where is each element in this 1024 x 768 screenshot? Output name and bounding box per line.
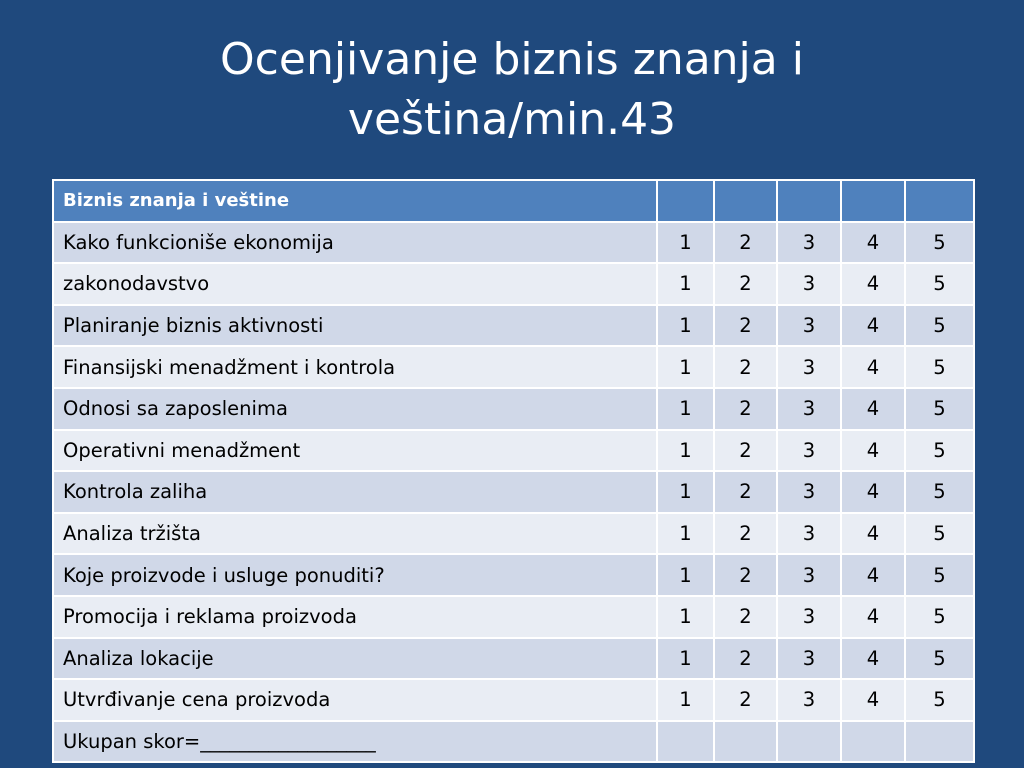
score-cell: 2 bbox=[714, 346, 777, 388]
score-cell: 4 bbox=[841, 388, 905, 430]
score-cell: 3 bbox=[777, 388, 841, 430]
empty-cell bbox=[714, 721, 777, 763]
score-cell: 1 bbox=[657, 554, 714, 596]
header-cell-empty bbox=[657, 180, 714, 222]
score-cell: 1 bbox=[657, 430, 714, 472]
score-cell: 2 bbox=[714, 305, 777, 347]
score-cell: 4 bbox=[841, 263, 905, 305]
score-cell: 5 bbox=[905, 346, 974, 388]
score-cell: 5 bbox=[905, 638, 974, 680]
score-cell: 4 bbox=[841, 638, 905, 680]
empty-cell bbox=[777, 721, 841, 763]
row-label: Analiza tržišta bbox=[53, 513, 657, 555]
score-cell: 3 bbox=[777, 679, 841, 721]
score-cell: 4 bbox=[841, 305, 905, 347]
table-header-row bbox=[53, 180, 974, 222]
score-cell: 4 bbox=[841, 346, 905, 388]
score-cell: 4 bbox=[841, 596, 905, 638]
table-row bbox=[53, 471, 974, 513]
table-row bbox=[53, 679, 974, 721]
score-cell: 1 bbox=[657, 638, 714, 680]
row-label: Finansijski menadžment i kontrola bbox=[53, 346, 657, 388]
score-cell: 5 bbox=[905, 430, 974, 472]
score-cell: 4 bbox=[841, 679, 905, 721]
score-cell: 1 bbox=[657, 513, 714, 555]
row-label: Kontrola zaliha bbox=[53, 471, 657, 513]
score-cell: 2 bbox=[714, 554, 777, 596]
table-row bbox=[53, 263, 974, 305]
total-score-row bbox=[53, 721, 974, 763]
row-label: Odnosi sa zaposlenima bbox=[53, 388, 657, 430]
table-row bbox=[53, 388, 974, 430]
score-cell: 1 bbox=[657, 679, 714, 721]
score-cell: 1 bbox=[657, 305, 714, 347]
slide-title-line-1: Ocenjivanje biznis znanja i bbox=[220, 34, 804, 85]
table-row bbox=[53, 554, 974, 596]
score-cell: 4 bbox=[841, 430, 905, 472]
score-cell: 3 bbox=[777, 263, 841, 305]
score-cell: 1 bbox=[657, 263, 714, 305]
score-cell: 4 bbox=[841, 554, 905, 596]
row-label: Utvrđivanje cena proizvoda bbox=[53, 679, 657, 721]
empty-cell bbox=[905, 721, 974, 763]
score-cell: 1 bbox=[657, 222, 714, 264]
score-cell: 3 bbox=[777, 346, 841, 388]
score-cell: 1 bbox=[657, 346, 714, 388]
row-label: Planiranje biznis aktivnosti bbox=[53, 305, 657, 347]
score-cell: 4 bbox=[841, 471, 905, 513]
score-cell: 3 bbox=[777, 430, 841, 472]
total-score-label: Ukupan skor=__________________ bbox=[53, 721, 657, 763]
score-cell: 2 bbox=[714, 222, 777, 264]
table-row bbox=[53, 346, 974, 388]
table-row bbox=[53, 638, 974, 680]
score-cell: 3 bbox=[777, 554, 841, 596]
score-cell: 1 bbox=[657, 388, 714, 430]
score-cell: 2 bbox=[714, 638, 777, 680]
row-label: zakonodavstvo bbox=[53, 263, 657, 305]
table-row bbox=[53, 305, 974, 347]
row-label: Koje proizvode i usluge ponuditi? bbox=[53, 554, 657, 596]
score-cell: 2 bbox=[714, 679, 777, 721]
header-cell-empty bbox=[777, 180, 841, 222]
score-cell: 3 bbox=[777, 471, 841, 513]
score-cell: 5 bbox=[905, 554, 974, 596]
empty-cell bbox=[841, 721, 905, 763]
header-cell-empty bbox=[714, 180, 777, 222]
row-label: Operativni menadžment bbox=[53, 430, 657, 472]
score-cell: 5 bbox=[905, 679, 974, 721]
score-cell: 3 bbox=[777, 638, 841, 680]
score-cell: 2 bbox=[714, 388, 777, 430]
score-cell: 5 bbox=[905, 471, 974, 513]
score-cell: 5 bbox=[905, 388, 974, 430]
score-cell: 5 bbox=[905, 263, 974, 305]
score-cell: 2 bbox=[714, 596, 777, 638]
table-row bbox=[53, 222, 974, 264]
score-cell: 3 bbox=[777, 513, 841, 555]
row-label: Promocija i reklama proizvoda bbox=[53, 596, 657, 638]
score-cell: 2 bbox=[714, 263, 777, 305]
score-cell: 1 bbox=[657, 471, 714, 513]
score-cell: 5 bbox=[905, 305, 974, 347]
score-cell: 3 bbox=[777, 305, 841, 347]
score-cell: 5 bbox=[905, 222, 974, 264]
header-cell-empty bbox=[905, 180, 974, 222]
table-row bbox=[53, 596, 974, 638]
score-cell: 2 bbox=[714, 513, 777, 555]
skills-rating-table bbox=[52, 179, 975, 763]
empty-cell bbox=[657, 721, 714, 763]
score-cell: 5 bbox=[905, 513, 974, 555]
score-cell: 2 bbox=[714, 471, 777, 513]
slide-title-line-2: veština/min.43 bbox=[347, 94, 677, 145]
score-cell: 4 bbox=[841, 222, 905, 264]
header-cell-skills: Biznis znanja i veštine bbox=[53, 180, 657, 222]
score-cell: 4 bbox=[841, 513, 905, 555]
score-cell: 2 bbox=[714, 430, 777, 472]
score-cell: 3 bbox=[777, 596, 841, 638]
header-cell-empty bbox=[841, 180, 905, 222]
table-row bbox=[53, 430, 974, 472]
score-cell: 1 bbox=[657, 596, 714, 638]
score-cell: 3 bbox=[777, 222, 841, 264]
row-label: Analiza lokacije bbox=[53, 638, 657, 680]
score-cell: 5 bbox=[905, 596, 974, 638]
slide-title bbox=[0, 30, 1024, 150]
row-label: Kako funkcioniše ekonomija bbox=[53, 222, 657, 264]
table-row bbox=[53, 513, 974, 555]
